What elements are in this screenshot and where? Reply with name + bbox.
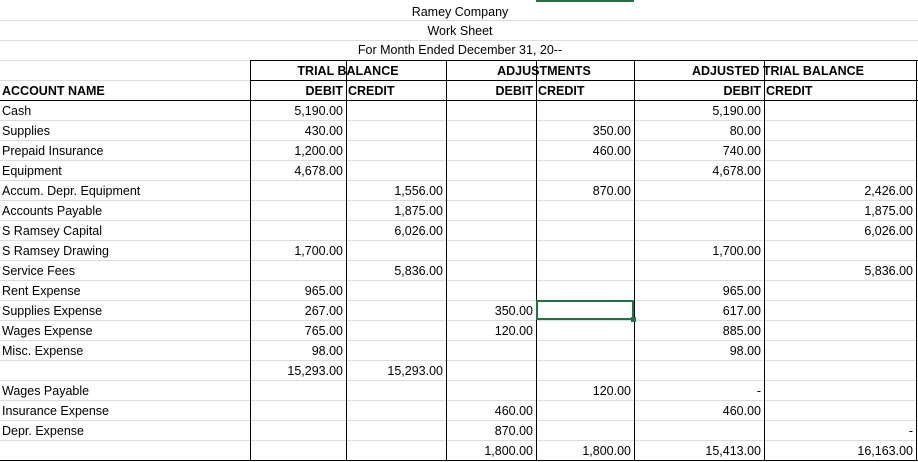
atb-credit-cell[interactable] (764, 101, 916, 121)
account-name-cell[interactable]: Accum. Depr. Equipment (2, 184, 141, 198)
adj-credit-cell[interactable] (536, 201, 634, 221)
adj-debit-cell[interactable]: 460.00 (494, 404, 533, 418)
tb-debit-cell[interactable] (250, 201, 346, 221)
tb-credit-header: CREDIT (348, 84, 395, 98)
gridline (0, 40, 918, 41)
tb-credit-cell[interactable] (346, 121, 446, 141)
gridline (0, 200, 918, 201)
header-border (0, 100, 918, 101)
adj-credit-cell[interactable] (536, 241, 634, 261)
adj-credit-cell[interactable]: 350.00 (592, 124, 631, 138)
tb-credit-cell[interactable] (346, 341, 446, 361)
gridline (0, 280, 918, 281)
atb-credit-header: CREDIT (766, 84, 813, 98)
atb-debit-cell[interactable]: 4,678.00 (712, 164, 761, 178)
atb-credit-cell[interactable] (764, 121, 916, 141)
adj-credit-cell[interactable] (536, 101, 634, 121)
adjustments-header: ADJUSTMENTS (497, 64, 591, 78)
atb-credit-cell[interactable] (764, 281, 916, 301)
tb-debit-cell[interactable]: 1,200.00 (294, 144, 343, 158)
tb-debit-cell[interactable]: 15,293.00 (287, 364, 343, 378)
gridline (0, 440, 918, 441)
adj-credit-cell[interactable]: 870.00 (592, 184, 631, 198)
tb-debit-cell[interactable]: 267.00 (304, 304, 343, 318)
atb-debit-cell[interactable]: 740.00 (722, 144, 761, 158)
tb-credit-cell[interactable] (346, 141, 446, 161)
header-border (250, 60, 918, 61)
adj-credit-header: CREDIT (538, 84, 585, 98)
atb-debit-cell[interactable]: 5,190.00 (712, 104, 761, 118)
gridline (0, 380, 918, 381)
adj-debit-cell[interactable] (446, 161, 536, 181)
gridline (0, 140, 918, 141)
gridline (0, 20, 918, 21)
tb-credit-cell[interactable]: 1,875.00 (394, 204, 443, 218)
account-name-cell[interactable]: Wages Expense (2, 324, 93, 338)
atb-debit-cell[interactable] (634, 201, 764, 221)
atb-credit-cell[interactable]: 2,426.00 (864, 184, 913, 198)
adj-credit-cell[interactable] (536, 421, 634, 441)
tb-credit-cell[interactable]: 1,556.00 (394, 184, 443, 198)
tb-credit-cell[interactable]: 6,026.00 (394, 224, 443, 238)
column-border (250, 60, 251, 461)
account-name-cell[interactable]: Service Fees (2, 264, 75, 278)
tb-credit-cell[interactable]: 15,293.00 (387, 364, 443, 378)
atb-debit-cell[interactable]: 98.00 (729, 344, 761, 358)
adj-debit-cell[interactable] (446, 101, 536, 121)
gridline (0, 120, 918, 121)
adj-credit-cell[interactable] (536, 341, 634, 361)
adj-debit-cell[interactable] (446, 241, 536, 261)
adj-debit-cell[interactable] (446, 181, 536, 201)
account-name-cell[interactable]: Rent Expense (2, 284, 81, 298)
tb-debit-cell[interactable] (250, 441, 346, 461)
atb-credit-cell[interactable] (764, 301, 916, 321)
period-title: For Month Ended December 31, 20-- (357, 43, 563, 57)
tb-debit-cell[interactable] (250, 261, 346, 281)
tb-debit-cell[interactable] (250, 181, 346, 201)
atb-credit-cell[interactable] (764, 321, 916, 341)
tb-credit-cell[interactable] (346, 321, 446, 341)
tb-credit-cell[interactable] (346, 441, 446, 461)
tb-debit-cell[interactable] (250, 421, 346, 441)
tb-credit-cell[interactable]: 5,836.00 (394, 264, 443, 278)
adj-debit-cell[interactable] (446, 121, 536, 141)
adj-credit-cell[interactable] (536, 281, 634, 301)
tb-debit-cell[interactable]: 98.00 (311, 344, 343, 358)
account-name-cell[interactable]: Supplies (2, 124, 50, 138)
adj-credit-cell[interactable] (536, 261, 634, 281)
adj-credit-cell[interactable] (536, 321, 634, 341)
account-name-cell[interactable]: Wages Payable (2, 384, 90, 398)
atb-debit-header: DEBIT (723, 84, 761, 98)
tb-debit-cell[interactable]: 5,190.00 (294, 104, 343, 118)
tb-credit-cell[interactable] (346, 161, 446, 181)
adj-credit-cell[interactable]: 460.00 (592, 144, 631, 158)
atb-debit-cell[interactable]: - (756, 384, 761, 398)
tb-credit-cell[interactable] (346, 381, 446, 401)
gridline (0, 340, 918, 341)
account-name-cell[interactable]: Insurance Expense (2, 404, 110, 418)
account-name-cell[interactable]: S Ramsey Drawing (2, 244, 109, 258)
tb-debit-cell[interactable]: 965.00 (304, 284, 343, 298)
gridline (0, 360, 918, 361)
adj-debit-header: DEBIT (495, 84, 533, 98)
tb-debit-cell[interactable] (250, 401, 346, 421)
adj-debit-cell[interactable]: 350.00 (494, 304, 533, 318)
tb-debit-cell[interactable] (250, 381, 346, 401)
gridline (0, 400, 918, 401)
atb-credit-cell[interactable] (764, 141, 916, 161)
tb-debit-cell[interactable]: 430.00 (304, 124, 343, 138)
tb-credit-cell[interactable] (346, 281, 446, 301)
tb-debit-cell[interactable]: 4,678.00 (294, 164, 343, 178)
atb-debit-cell[interactable]: 885.00 (722, 324, 761, 338)
atb-debit-cell[interactable]: 15,413.00 (705, 444, 761, 458)
adj-debit-cell[interactable] (446, 221, 536, 241)
column-border (536, 60, 537, 461)
tb-credit-cell[interactable] (346, 101, 446, 121)
trial-balance-header: TRIAL BALANCE (297, 64, 399, 78)
atb-debit-cell[interactable]: 80.00 (729, 124, 761, 138)
account-name-cell[interactable] (0, 441, 250, 461)
atb-credit-cell[interactable] (764, 381, 916, 401)
header-border (250, 80, 918, 81)
gridline (0, 320, 918, 321)
tb-debit-cell[interactable] (250, 221, 346, 241)
account-name-cell[interactable]: Prepaid Insurance (2, 144, 104, 158)
adj-credit-cell[interactable]: 120.00 (592, 384, 631, 398)
bottom-border (0, 460, 918, 461)
gridline (0, 160, 918, 161)
adj-debit-cell[interactable] (446, 141, 536, 161)
tb-debit-cell[interactable]: 1,700.00 (294, 244, 343, 258)
adj-debit-cell[interactable] (446, 361, 536, 381)
column-border (346, 60, 347, 461)
selected-cell[interactable] (536, 300, 634, 320)
adj-debit-cell[interactable] (446, 201, 536, 221)
account-name-cell[interactable] (0, 361, 250, 381)
atb-debit-cell[interactable]: 1,700.00 (712, 244, 761, 258)
atb-debit-cell[interactable] (634, 221, 764, 241)
atb-credit-cell[interactable]: 1,875.00 (864, 204, 913, 218)
account-name-cell[interactable]: Depr. Expense (2, 424, 84, 438)
adj-debit-cell[interactable] (446, 261, 536, 281)
atb-credit-cell[interactable] (764, 401, 916, 421)
column-border (764, 60, 765, 461)
atb-debit-cell[interactable] (634, 181, 764, 201)
sheet-title: Work Sheet (427, 24, 493, 38)
account-name-cell[interactable]: Accounts Payable (2, 204, 103, 218)
atb-debit-cell[interactable]: 460.00 (722, 404, 761, 418)
tb-debit-cell[interactable]: 765.00 (304, 324, 343, 338)
gridline (0, 420, 918, 421)
adj-debit-cell[interactable] (446, 341, 536, 361)
gridline (0, 240, 918, 241)
column-border (446, 60, 447, 461)
adj-debit-cell[interactable]: 870.00 (494, 424, 533, 438)
tb-debit-header: DEBIT (305, 84, 343, 98)
adj-credit-cell[interactable] (536, 221, 634, 241)
company-name: Ramey Company (411, 5, 509, 19)
adj-debit-cell[interactable]: 120.00 (494, 324, 533, 338)
atb-debit-cell[interactable] (634, 361, 764, 381)
atb-credit-cell[interactable] (764, 241, 916, 261)
atb-debit-cell[interactable] (634, 421, 764, 441)
adj-debit-cell[interactable] (446, 381, 536, 401)
atb-credit-cell[interactable] (764, 361, 916, 381)
account-name-cell[interactable]: S Ramsey Capital (2, 224, 103, 238)
gridline (0, 260, 918, 261)
gridline (0, 180, 918, 181)
adjusted-trial-balance-header: ADJUSTED TRIAL BALANCE (692, 64, 864, 78)
atb-debit-cell[interactable]: 965.00 (722, 284, 761, 298)
atb-credit-cell[interactable]: 5,836.00 (864, 264, 913, 278)
fill-handle[interactable] (631, 317, 636, 322)
adj-credit-cell[interactable] (536, 161, 634, 181)
adj-debit-cell[interactable]: 1,800.00 (484, 444, 533, 458)
adj-credit-cell[interactable] (536, 361, 634, 381)
adj-credit-cell[interactable]: 1,800.00 (582, 444, 631, 458)
account-name-cell[interactable]: Cash (2, 104, 32, 118)
atb-credit-cell[interactable]: 16,163.00 (857, 444, 913, 458)
account-name-cell[interactable]: Equipment (2, 164, 62, 178)
atb-credit-cell[interactable] (764, 341, 916, 361)
tb-credit-cell[interactable] (346, 401, 446, 421)
account-name-cell[interactable]: Misc. Expense (2, 344, 84, 358)
account-name-header: ACCOUNT NAME (2, 84, 105, 98)
account-name-cell[interactable]: Supplies Expense (2, 304, 103, 318)
atb-debit-cell[interactable]: 617.00 (722, 304, 761, 318)
tb-credit-cell[interactable] (346, 421, 446, 441)
column-border (916, 60, 917, 461)
tb-credit-cell[interactable] (346, 241, 446, 261)
gridline (0, 220, 918, 221)
gridline (0, 300, 918, 301)
atb-debit-cell[interactable] (634, 261, 764, 281)
column-border (634, 60, 635, 461)
atb-credit-cell[interactable]: 6,026.00 (864, 224, 913, 238)
atb-credit-cell[interactable] (764, 161, 916, 181)
adj-credit-cell[interactable] (536, 401, 634, 421)
adj-debit-cell[interactable] (446, 281, 536, 301)
tb-credit-cell[interactable] (346, 301, 446, 321)
atb-credit-cell[interactable]: - (908, 424, 913, 438)
